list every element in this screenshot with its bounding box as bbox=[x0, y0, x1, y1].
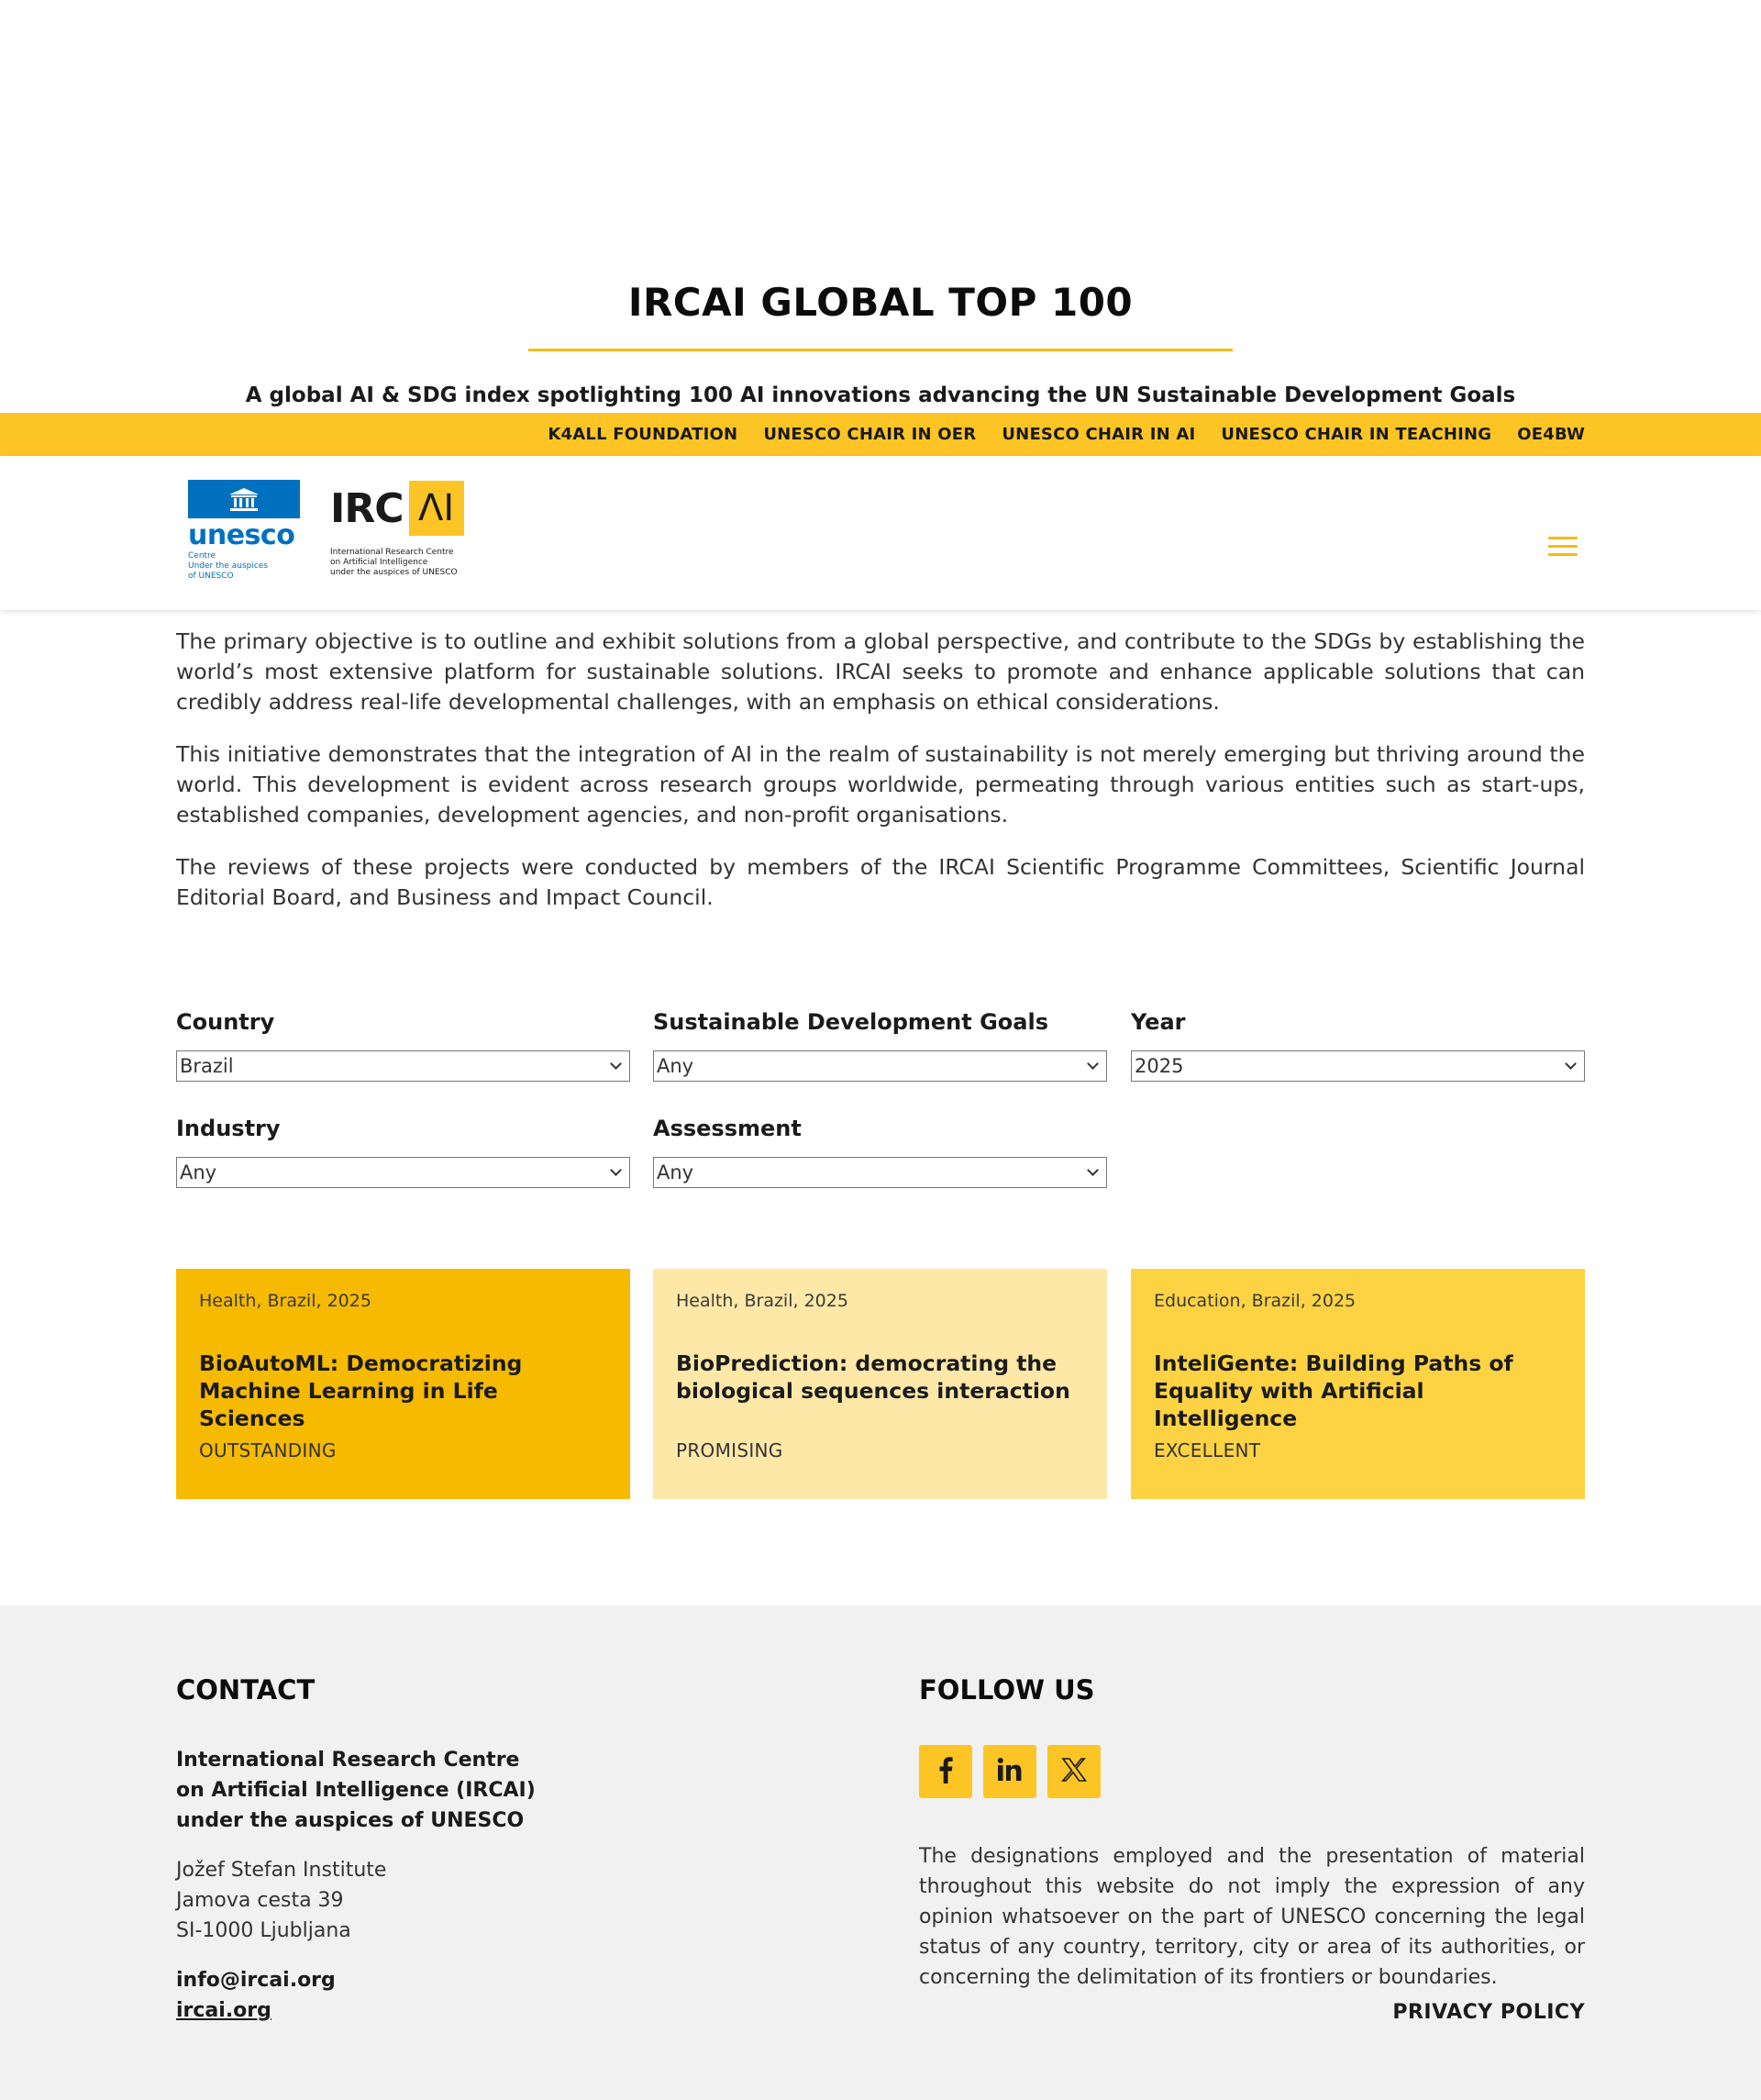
email-link[interactable]: info@ircai.org bbox=[176, 1969, 336, 1992]
facebook-button[interactable] bbox=[919, 1745, 972, 1798]
sdg-select[interactable] bbox=[653, 1050, 1107, 1082]
intro-paragraph-1: The primary objective is to outline and exhibit solutions from a global perspective, and contribute to the SDGs by establishing the world’s most extensive platform for sustainable solutions. IRCAI seeks to promote and enhance applicable solutions that can credibly address real-life developmental challenges, with an emphasis on ethical considerations. bbox=[176, 628, 1585, 715]
sdg-select-value: Any bbox=[657, 1055, 694, 1077]
ircai-caption-2: on Artificial Intelligence bbox=[330, 558, 428, 567]
filter-industry bbox=[176, 1116, 630, 1188]
filter-year-label: Year bbox=[1131, 1009, 1186, 1035]
card-assessment: OUTSTANDING bbox=[199, 1439, 337, 1461]
hamburger-menu-icon[interactable] bbox=[1548, 537, 1578, 559]
country-select[interactable] bbox=[176, 1050, 630, 1082]
x-icon bbox=[1061, 1757, 1087, 1786]
topnav-link-unesco-chair-teaching[interactable]: UNESCO CHAIR IN TEACHING bbox=[1221, 425, 1492, 444]
site-footer bbox=[0, 1606, 1761, 2100]
chevron-down-icon bbox=[610, 1058, 622, 1070]
unesco-caption-1: Centre bbox=[188, 551, 216, 561]
topnav-link-unesco-chair-oer[interactable]: UNESCO CHAIR IN OER bbox=[763, 425, 977, 444]
org-name-line-1: International Research Centre bbox=[176, 1749, 520, 1772]
site-header bbox=[0, 456, 1761, 610]
assessment-select[interactable] bbox=[653, 1157, 1107, 1188]
results-grid bbox=[176, 1269, 1585, 1499]
page-subtitle: A global AI & SDG index spotlighting 100 AI innovations advancing the UN Sustainable Development Goals bbox=[245, 383, 1516, 407]
ircai-irc-text: IRC bbox=[330, 484, 404, 532]
card-title: InteliGente: Building Paths of Equality with Artificial Intelligence bbox=[1154, 1350, 1513, 1431]
ircai-logo[interactable] bbox=[330, 480, 477, 578]
card-assessment: EXCELLENT bbox=[1154, 1439, 1261, 1461]
unesco-wordmark: unesco bbox=[188, 519, 295, 551]
ircai-ai-text: ΛI bbox=[409, 481, 464, 536]
org-name-line-2: on Artificial Intelligence (IRCAI) bbox=[176, 1779, 536, 1802]
unesco-disclaimer: The designations employed and the presentation of material throughout this website do not imply the expression of any opinion whatsoever on the part of UNESCO concerning the legal status of any country, territory, city or area of its authorities, or concerning the delimitation of its frontiers or boundaries. bbox=[919, 1845, 1585, 1989]
ircai-caption-3: under the auspices of UNESCO bbox=[330, 568, 458, 577]
intro-section bbox=[176, 627, 1585, 935]
privacy-policy-link[interactable]: PRIVACY POLICY bbox=[1392, 2001, 1585, 2024]
card-meta: Health, Brazil, 2025 bbox=[676, 1291, 848, 1311]
contact-heading: CONTACT bbox=[176, 1674, 316, 1706]
country-select-value: Brazil bbox=[180, 1055, 234, 1077]
hero-section bbox=[0, 0, 1761, 413]
linkedin-button[interactable] bbox=[983, 1745, 1036, 1798]
card-meta: Health, Brazil, 2025 bbox=[199, 1291, 371, 1311]
filter-country bbox=[176, 1009, 630, 1082]
project-card[interactable] bbox=[1131, 1269, 1585, 1499]
website-link[interactable]: ircai.org bbox=[176, 1999, 271, 2022]
filter-assessment-label: Assessment bbox=[653, 1116, 802, 1141]
chevron-down-icon bbox=[610, 1164, 622, 1176]
card-meta: Education, Brazil, 2025 bbox=[1154, 1291, 1357, 1311]
filter-country-label: Country bbox=[176, 1009, 275, 1035]
filter-industry-label: Industry bbox=[176, 1116, 281, 1141]
linkedin-icon bbox=[997, 1757, 1023, 1786]
address-line-3: SI-1000 Ljubljana bbox=[176, 1919, 351, 1942]
filter-year bbox=[1131, 1009, 1585, 1082]
year-select[interactable] bbox=[1131, 1050, 1585, 1082]
top-bar bbox=[0, 413, 1761, 456]
assessment-select-value: Any bbox=[657, 1161, 694, 1183]
intro-paragraph-3: The reviews of these projects were conducted by members of the IRCAI Scientific Programme Committees, Scientific Journal Editorial Board, and Business and Impact Council. bbox=[176, 854, 1585, 910]
topnav-link-unesco-chair-ai[interactable]: UNESCO CHAIR IN AI bbox=[1002, 425, 1196, 444]
title-underline bbox=[528, 349, 1233, 351]
x-button[interactable] bbox=[1047, 1745, 1101, 1798]
filter-sdg-label: Sustainable Development Goals bbox=[653, 1009, 1048, 1035]
follow-heading: FOLLOW US bbox=[919, 1674, 1095, 1706]
unesco-temple-icon bbox=[188, 480, 300, 518]
project-card[interactable] bbox=[176, 1269, 630, 1499]
card-assessment: PROMISING bbox=[676, 1439, 783, 1461]
address-line-1: Jožef Stefan Institute bbox=[176, 1859, 387, 1882]
top-nav bbox=[548, 413, 1585, 456]
industry-select-value: Any bbox=[180, 1161, 217, 1183]
unesco-caption-2: Under the auspices bbox=[188, 561, 269, 571]
year-select-value: 2025 bbox=[1135, 1055, 1184, 1077]
card-title: BioAutoML: Democratizing Machine Learning in Life Sciences bbox=[199, 1350, 523, 1431]
topnav-link-k4all[interactable]: K4ALL FOUNDATION bbox=[548, 425, 738, 444]
chevron-down-icon bbox=[1087, 1164, 1099, 1176]
ircai-caption-1: International Research Centre bbox=[330, 548, 454, 557]
industry-select[interactable] bbox=[176, 1157, 630, 1188]
social-links bbox=[919, 1745, 1101, 1798]
unesco-logo[interactable] bbox=[188, 480, 300, 582]
address bbox=[176, 1855, 386, 1946]
facebook-icon bbox=[938, 1756, 953, 1787]
page-title: IRCAI GLOBAL TOP 100 bbox=[627, 280, 1134, 325]
filter-assessment bbox=[653, 1116, 1107, 1188]
ircai-mark bbox=[330, 480, 477, 537]
address-line-2: Jamova cesta 39 bbox=[176, 1889, 344, 1912]
intro-paragraph-2: This initiative demonstrates that the integration of AI in the realm of sustainability is not merely emerging but thriving around the world. This development is evident across research groups worldwide, permeating through various entities such as start-ups, established companies, development agencies, and non-profit organisations. bbox=[176, 741, 1585, 828]
org-name bbox=[176, 1745, 561, 1836]
project-card[interactable] bbox=[653, 1269, 1107, 1499]
chevron-down-icon bbox=[1087, 1058, 1099, 1070]
card-title: BioPrediction: democrating the biological sequences interaction bbox=[676, 1350, 1070, 1404]
unesco-caption-3: of UNESCO bbox=[188, 572, 234, 581]
org-name-line-3: under the auspices of UNESCO bbox=[176, 1809, 525, 1832]
filter-sdg bbox=[653, 1009, 1107, 1082]
chevron-down-icon bbox=[1565, 1058, 1577, 1070]
topnav-link-oe4bw[interactable]: OE4BW bbox=[1517, 425, 1585, 444]
